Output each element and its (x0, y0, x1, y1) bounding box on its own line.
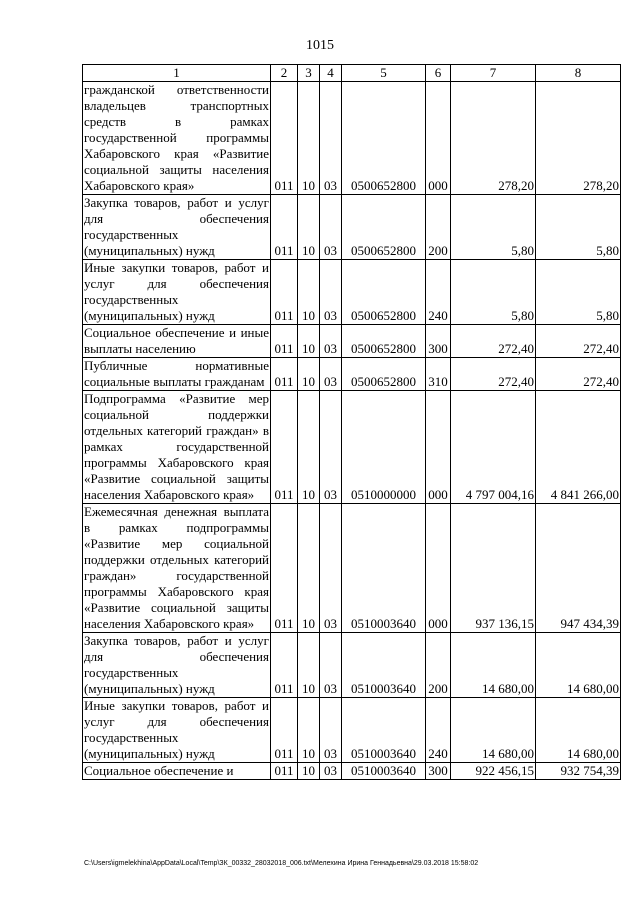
subsection-cell: 03 (320, 504, 342, 633)
admin-code-cell: 011 (271, 633, 298, 698)
amount-year1-cell: 272,40 (451, 358, 536, 391)
expense-type-cell: 240 (426, 260, 451, 325)
section-cell: 10 (298, 325, 320, 358)
target-article-cell: 0510003640 (342, 633, 426, 698)
amount-year2-cell: 4 841 266,00 (536, 391, 621, 504)
amount-year1-cell: 278,20 (451, 82, 536, 195)
amount-year2-cell: 272,40 (536, 358, 621, 391)
admin-code-cell: 011 (271, 358, 298, 391)
expense-type-cell: 300 (426, 325, 451, 358)
section-cell: 10 (298, 504, 320, 633)
target-article-cell: 0500652800 (342, 260, 426, 325)
column-header: 7 (451, 65, 536, 82)
expense-type-cell: 310 (426, 358, 451, 391)
table-header-row (83, 65, 621, 82)
section-cell: 10 (298, 698, 320, 763)
row-name-cell: Закупка товаров, работ и услуг для обеспечения государственных (муниципальных) нужд (84, 195, 269, 258)
expense-type-cell: 300 (426, 763, 451, 780)
admin-code-cell: 011 (271, 260, 298, 325)
row-name-cell: Закупка товаров, работ и услуг для обеспечения государственных (муниципальных) нужд (84, 633, 269, 696)
table-row (83, 358, 621, 391)
amount-year1-cell: 14 680,00 (451, 633, 536, 698)
expense-type-cell: 000 (426, 504, 451, 633)
expense-type-cell: 200 (426, 195, 451, 260)
section-cell: 10 (298, 391, 320, 504)
table-row (83, 763, 621, 780)
footer-file-path: C:\Users\igmelekhina\AppData\Local\Temp\ЗК_00332_28032018_006.txt\Мелехина Ирина Геннадьевна\29.03.2018 15:58:02 (84, 860, 479, 867)
target-article-cell: 0500652800 (342, 358, 426, 391)
target-article-cell: 0500652800 (342, 325, 426, 358)
row-name-cell: Социальное обеспечение и (83, 763, 271, 780)
section-cell: 10 (298, 358, 320, 391)
amount-year2-cell: 5,80 (536, 260, 621, 325)
column-header: 4 (320, 65, 342, 82)
row-name-cell: Подпрограмма «Развитие мер социальной поддержки отдельных категорий граждан» в рамках государственной программы Хабаровского края «Развитие социальной защиты населения Хабаровского края» (84, 391, 269, 502)
table-row (83, 633, 621, 698)
section-cell: 10 (298, 195, 320, 260)
amount-year2-cell: 14 680,00 (536, 633, 621, 698)
section-cell: 10 (298, 260, 320, 325)
row-name-cell: Ежемесячная денежная выплата в рамках подпрограммы «Развитие мер социальной поддержки отдельных категорий граждан» государственной программы Хабаровского края «Развитие социальной защиты населения Хабаровского края» (84, 504, 269, 631)
admin-code-cell: 011 (271, 325, 298, 358)
amount-year1-cell: 272,40 (451, 325, 536, 358)
budget-table (82, 64, 621, 780)
subsection-cell: 03 (320, 763, 342, 780)
subsection-cell: 03 (320, 260, 342, 325)
column-header: 1 (83, 65, 271, 82)
column-header: 6 (426, 65, 451, 82)
amount-year2-cell: 14 680,00 (536, 698, 621, 763)
row-name-cell: Публичные нормативные социальные выплаты гражданам (84, 358, 269, 389)
subsection-cell: 03 (320, 358, 342, 391)
row-name-cell: Социальное обеспечение и иные выплаты населению (84, 325, 269, 356)
target-article-cell: 0500652800 (342, 195, 426, 260)
table-row (83, 82, 621, 195)
admin-code-cell: 011 (271, 763, 298, 780)
admin-code-cell: 011 (271, 698, 298, 763)
admin-code-cell: 011 (271, 82, 298, 195)
table-row (83, 504, 621, 633)
amount-year2-cell: 947 434,39 (536, 504, 621, 633)
target-article-cell: 0510003640 (342, 763, 426, 780)
subsection-cell: 03 (320, 633, 342, 698)
amount-year2-cell: 272,40 (536, 325, 621, 358)
section-cell: 10 (298, 763, 320, 780)
amount-year2-cell: 932 754,39 (536, 763, 621, 780)
amount-year1-cell: 922 456,15 (451, 763, 536, 780)
row-name-cell: Иные закупки товаров, работ и услуг для обеспечения государственных (муниципальных) нужд (84, 698, 269, 761)
target-article-cell: 0510003640 (342, 504, 426, 633)
amount-year1-cell: 14 680,00 (451, 698, 536, 763)
target-article-cell: 0510003640 (342, 698, 426, 763)
expense-type-cell: 200 (426, 633, 451, 698)
amount-year1-cell: 5,80 (451, 260, 536, 325)
expense-type-cell: 000 (426, 391, 451, 504)
subsection-cell: 03 (320, 325, 342, 358)
section-cell: 10 (298, 633, 320, 698)
subsection-cell: 03 (320, 195, 342, 260)
admin-code-cell: 011 (271, 504, 298, 633)
expense-type-cell: 000 (426, 82, 451, 195)
column-header: 3 (298, 65, 320, 82)
amount-year2-cell: 278,20 (536, 82, 621, 195)
admin-code-cell: 011 (271, 195, 298, 260)
amount-year1-cell: 4 797 004,16 (451, 391, 536, 504)
admin-code-cell: 011 (271, 391, 298, 504)
subsection-cell: 03 (320, 698, 342, 763)
page-number: 1015 (306, 38, 334, 53)
table-row (83, 260, 621, 325)
subsection-cell: 03 (320, 391, 342, 504)
amount-year1-cell: 5,80 (451, 195, 536, 260)
row-name-cell: Иные закупки товаров, работ и услуг для обеспечения государственных (муниципальных) нужд (84, 260, 269, 323)
table-row (83, 391, 621, 504)
table-row (83, 698, 621, 763)
table-row (83, 195, 621, 260)
row-name-cell: гражданской ответственности владельцев транспортных средств в рамках государственной программы Хабаровского края «Развитие социальной защиты населения Хабаровского края» (84, 82, 269, 193)
column-header: 8 (536, 65, 621, 82)
expense-type-cell: 240 (426, 698, 451, 763)
subsection-cell: 03 (320, 82, 342, 195)
amount-year1-cell: 937 136,15 (451, 504, 536, 633)
section-cell: 10 (298, 82, 320, 195)
table-row (83, 325, 621, 358)
target-article-cell: 0510000000 (342, 391, 426, 504)
target-article-cell: 0500652800 (342, 82, 426, 195)
column-header: 5 (342, 65, 426, 82)
column-header: 2 (271, 65, 298, 82)
table-body (83, 82, 621, 780)
amount-year2-cell: 5,80 (536, 195, 621, 260)
